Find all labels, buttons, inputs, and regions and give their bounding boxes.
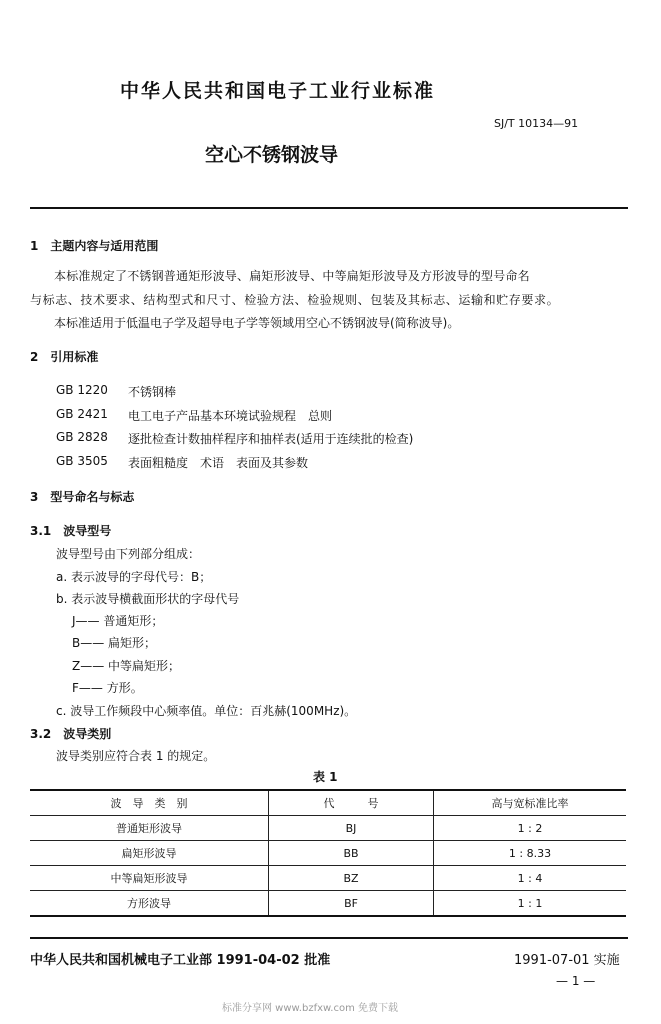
ref-title: 不锈钢棒 [128,385,177,399]
section-3-1-line: 波导型号由下列部分组成： [56,547,201,561]
watermark-text: 标准分享网 www.bzfxw.com 免费下载 [222,1003,398,1014]
ref-title: 逐批检查计数抽样程序和抽样表(适用于连续批的检查) [128,432,414,446]
approval-text: 中华人民共和国机械电子工业部 1991-04-02 批准 [30,953,331,968]
table-header-cell: 高与宽标准比率 [434,790,627,816]
section-1-heading: 1 主题内容与适用范围 [30,239,159,253]
table-row [30,866,626,891]
footer-rule [30,937,628,939]
section-1-para-1-line-2: 与标志、技术要求、结构型式和尺寸、检验方法、检验规则、包装及其标志、运输和贮存要求。 [30,293,560,307]
table-cell: 中等扁矩形波导 [30,866,269,891]
section-3-1-line: B—— 扁矩形； [72,636,157,650]
ref-title: 电工电子产品基本环境试验规程 总则 [128,409,333,423]
ref-code: GB 2421 [56,407,108,421]
table-row [30,816,626,841]
org-title: 中华人民共和国电子工业行业标准 [120,80,436,102]
ref-code: GB 3505 [56,454,108,468]
section-3-2-heading: 3.2 波导类别 [30,727,112,741]
ref-code: GB 1220 [56,383,108,397]
section-1-para-2: 本标准适用于低温电子学及超导电子学等领域用空心不锈钢波导(简称波导)。 [54,316,460,330]
section-3-1-line: J—— 普通矩形； [72,614,164,628]
table-cell: 1 : 1 [434,891,627,917]
ref-title: 表面粗糙度 术语 表面及其参数 [128,456,309,470]
table-cell: 方形波导 [30,891,269,917]
table-cell: BZ [269,866,434,891]
table-cell: BB [269,841,434,866]
section-3-1-line: b. 表示波导横截面形状的字母代号 [56,592,240,606]
section-3-1-line: c. 波导工作频段中心频率值。单位：百兆赫(100MHz)。 [56,704,357,718]
section-3-1-heading: 3.1 波导型号 [30,524,112,538]
table-cell: 扁矩形波导 [30,841,269,866]
page-number: — 1 — [556,974,596,988]
table-cell: 1 : 4 [434,866,627,891]
header-rule [30,207,628,209]
table-row [30,841,626,866]
table-cell: 普通矩形波导 [30,816,269,841]
standard-code: SJ/T 10134—91 [494,117,579,130]
table-cell: 1 : 8.33 [434,841,627,866]
table-caption: 表 1 [313,770,338,784]
table-header-cell: 波 导 类 别 [30,790,269,816]
section-3-2-line: 波导类别应符合表 1 的规定。 [56,749,216,763]
table-header-row [30,790,626,816]
section-3-1-line: a. 表示波导的字母代号：B； [56,570,212,584]
table-cell: BF [269,891,434,917]
table-cell: 1 : 2 [434,816,627,841]
waveguide-class-table [30,789,626,917]
implementation-date: 1991-07-01 实施 [514,953,620,968]
section-2-heading: 2 引用标准 [30,350,99,364]
table-header-cell: 代 号 [269,790,434,816]
section-3-heading: 3 型号命名与标志 [30,490,135,504]
section-3-1-line: Z—— 中等扁矩形； [72,659,181,673]
ref-code: GB 2828 [56,430,108,444]
section-3-1-line: F—— 方形。 [72,681,143,695]
table-cell: BJ [269,816,434,841]
document-title: 空心不锈钢波导 [205,144,339,166]
section-1-para-1-line-1: 本标准规定了不锈钢普通矩形波导、扁矩形波导、中等扁矩形波导及方形波导的型号命名 [54,269,530,283]
table-row [30,891,626,917]
